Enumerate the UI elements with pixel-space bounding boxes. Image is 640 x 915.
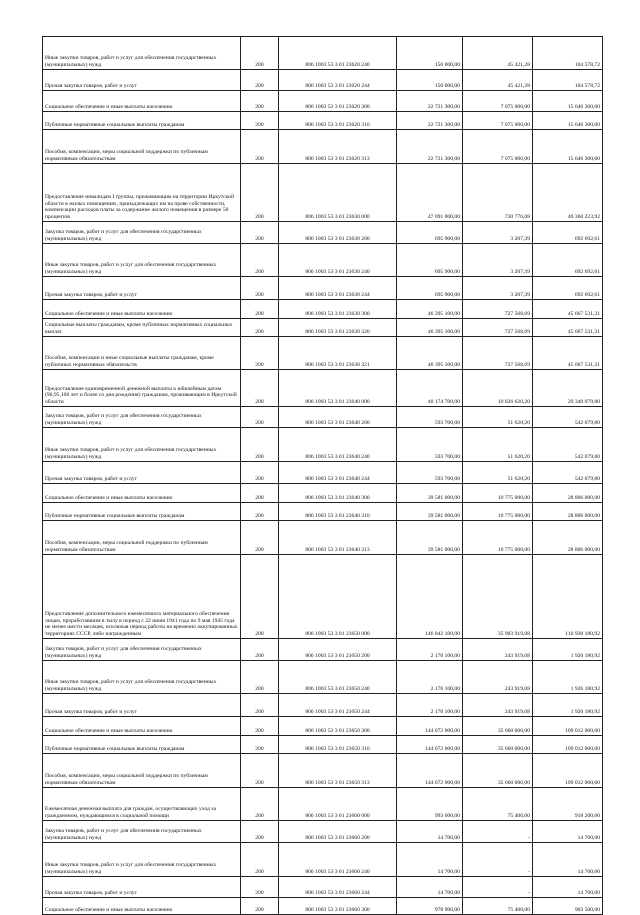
- cell-line-code: 200: [241, 639, 279, 661]
- cell-line-code: 200: [241, 521, 279, 555]
- cell-approved-amount: 22 721 300,00: [397, 91, 463, 112]
- cell-executed-amount: 10 775 000,00: [463, 503, 533, 521]
- cell-executed-amount: 75 400,00: [463, 898, 533, 915]
- cell-approved-amount: 593 700,00: [397, 462, 463, 484]
- cell-approved-amount: 22 721 300,00: [397, 112, 463, 130]
- cell-budget-code: 806 1003 53 3 01 23650 310: [279, 736, 397, 754]
- cell-line-code: 200: [241, 428, 279, 462]
- cell-budget-code: 806 1003 53 3 01 23660 240: [279, 843, 397, 877]
- cell-approved-amount: 150 000,00: [397, 70, 463, 91]
- cell-unexecuted-amount: 29 348 079,80: [533, 370, 603, 407]
- budget-execution-table: [42, 36, 603, 915]
- table-row: [43, 898, 603, 915]
- cell-budget-code: 806 1003 53 3 01 23640 000: [279, 370, 397, 407]
- table-row: [43, 319, 603, 337]
- cell-unexecuted-amount: 903 500,00: [533, 898, 603, 915]
- cell-approved-amount: 144 672 000,00: [397, 736, 463, 754]
- cell-executed-amount: -: [463, 877, 533, 898]
- cell-executed-amount: 3 207,39: [463, 277, 533, 300]
- cell-unexecuted-amount: 15 646 300,00: [533, 130, 603, 164]
- cell-name: Пособия, компенсации и иные социальные выплаты гражданам, кроме публичных нормативных обязательств: [43, 337, 241, 370]
- table-row: [43, 112, 603, 130]
- cell-approved-amount: 978 900,00: [397, 898, 463, 915]
- cell-approved-amount: 47 091 000,00: [397, 164, 463, 222]
- cell-budget-code: 806 1003 53 3 01 23650 240: [279, 661, 397, 694]
- cell-name: Предоставление инвалидам I группы, проживающим на территории Иркутской области в жилых помещениях, принадлежащих им на праве собственности, компенсации расходов платы за содержание жилого помещения в размере 50 процентов: [43, 164, 241, 222]
- table-row: [43, 407, 603, 428]
- cell-unexecuted-amount: 15 646 300,00: [533, 91, 603, 112]
- cell-name: Прочая закупка товаров, работ и услуг: [43, 462, 241, 484]
- cell-unexecuted-amount: 1 926 180,92: [533, 694, 603, 717]
- cell-unexecuted-amount: 692 692,61: [533, 244, 603, 277]
- cell-executed-amount: 7 075 000,00: [463, 91, 533, 112]
- cell-executed-amount: 45 421,28: [463, 37, 533, 70]
- cell-budget-code: 806 1003 53 3 01 23660 244: [279, 877, 397, 898]
- cell-name: Иные закупки товаров, работ и услуг для обеспечения государственных (муниципальных) нужд: [43, 37, 241, 70]
- cell-budget-code: 806 1003 53 3 01 23660 200: [279, 821, 397, 843]
- cell-line-code: 200: [241, 821, 279, 843]
- cell-name: Закупка товаров, работ и услуг для обеспечения государственных (муниципальных) нужд: [43, 639, 241, 661]
- cell-budget-code: 806 1003 53 3 01 23620 240: [279, 37, 397, 70]
- cell-line-code: 200: [241, 407, 279, 428]
- cell-approved-amount: 14 700,00: [397, 843, 463, 877]
- cell-unexecuted-amount: 109 012 000,00: [533, 754, 603, 788]
- cell-unexecuted-amount: 918 200,00: [533, 788, 603, 821]
- cell-name: Пособия, компенсации, меры социальной поддержки по публичным нормативным обязательствам: [43, 521, 241, 555]
- cell-unexecuted-amount: 542 079,80: [533, 407, 603, 428]
- cell-approved-amount: 39 581 000,00: [397, 503, 463, 521]
- cell-executed-amount: 10 775 000,00: [463, 521, 533, 555]
- cell-name: Иные закупки товаров, работ и услуг для обеспечения государственных (муниципальных) нужд: [43, 428, 241, 462]
- cell-unexecuted-amount: 45 667 531,31: [533, 319, 603, 337]
- cell-approved-amount: 14 700,00: [397, 877, 463, 898]
- cell-budget-code: 806 1003 53 3 01 23640 240: [279, 428, 397, 462]
- cell-executed-amount: 3 207,39: [463, 244, 533, 277]
- cell-unexecuted-amount: 110 938 180,92: [533, 555, 603, 639]
- cell-name: Социальное обеспечение и иные выплаты населению: [43, 484, 241, 503]
- cell-approved-amount: 593 700,00: [397, 428, 463, 462]
- cell-executed-amount: 243 919,08: [463, 694, 533, 717]
- cell-unexecuted-amount: 28 806 000,00: [533, 484, 603, 503]
- cell-executed-amount: 243 919,08: [463, 639, 533, 661]
- cell-budget-code: 806 1003 53 3 01 23620 313: [279, 130, 397, 164]
- cell-approved-amount: 146 842 100,00: [397, 555, 463, 639]
- cell-executed-amount: -: [463, 821, 533, 843]
- cell-approved-amount: 695 900,00: [397, 277, 463, 300]
- cell-line-code: 200: [241, 277, 279, 300]
- cell-executed-amount: 35 903 919,08: [463, 555, 533, 639]
- cell-executed-amount: 243 919,08: [463, 661, 533, 694]
- cell-budget-code: 806 1003 53 3 01 23650 200: [279, 639, 397, 661]
- cell-executed-amount: 10 775 000,00: [463, 484, 533, 503]
- cell-unexecuted-amount: 46 360 223,92: [533, 164, 603, 222]
- cell-executed-amount: 75 400,00: [463, 788, 533, 821]
- cell-line-code: 200: [241, 877, 279, 898]
- cell-line-code: 200: [241, 164, 279, 222]
- cell-approved-amount: 22 721 300,00: [397, 130, 463, 164]
- table-row: [43, 788, 603, 821]
- table-row: [43, 661, 603, 694]
- cell-unexecuted-amount: 109 012 000,00: [533, 736, 603, 754]
- cell-approved-amount: 695 900,00: [397, 222, 463, 244]
- cell-line-code: 200: [241, 337, 279, 370]
- table-row: [43, 639, 603, 661]
- cell-unexecuted-amount: 14 700,00: [533, 821, 603, 843]
- cell-executed-amount: 730 776,08: [463, 164, 533, 222]
- cell-unexecuted-amount: 692 692,61: [533, 222, 603, 244]
- cell-executed-amount: 727 568,69: [463, 319, 533, 337]
- cell-line-code: 200: [241, 70, 279, 91]
- cell-name: Закупка товаров, работ и услуг для обеспечения государственных (муниципальных) нужд: [43, 222, 241, 244]
- table-row: [43, 877, 603, 898]
- cell-approved-amount: 695 900,00: [397, 244, 463, 277]
- cell-name: Социальное обеспечение и иные выплаты населению: [43, 717, 241, 736]
- table-row: [43, 277, 603, 300]
- cell-line-code: 200: [241, 555, 279, 639]
- cell-line-code: 200: [241, 898, 279, 915]
- table-row: [43, 736, 603, 754]
- cell-unexecuted-amount: 109 012 000,00: [533, 717, 603, 736]
- cell-line-code: 200: [241, 484, 279, 503]
- cell-executed-amount: 51 620,20: [463, 407, 533, 428]
- cell-executed-amount: 35 660 000,00: [463, 717, 533, 736]
- cell-budget-code: 806 1003 53 3 01 23630 300: [279, 300, 397, 319]
- cell-unexecuted-amount: 14 700,00: [533, 877, 603, 898]
- cell-name: Прочая закупка товаров, работ и услуг: [43, 70, 241, 91]
- cell-line-code: 200: [241, 661, 279, 694]
- table-row: [43, 484, 603, 503]
- cell-line-code: 200: [241, 843, 279, 877]
- cell-approved-amount: 39 581 000,00: [397, 484, 463, 503]
- cell-approved-amount: 46 395 100,00: [397, 300, 463, 319]
- cell-executed-amount: 3 207,39: [463, 222, 533, 244]
- cell-unexecuted-amount: 542 079,80: [533, 462, 603, 484]
- cell-executed-amount: 51 620,20: [463, 462, 533, 484]
- table-row: [43, 754, 603, 788]
- cell-approved-amount: 14 700,00: [397, 821, 463, 843]
- cell-line-code: 200: [241, 319, 279, 337]
- table-body: [43, 37, 603, 915]
- cell-name: Прочая закупка товаров, работ и услуг: [43, 694, 241, 717]
- table-row: [43, 428, 603, 462]
- cell-budget-code: 806 1003 53 3 01 23640 310: [279, 503, 397, 521]
- cell-budget-code: 806 1003 53 3 01 23620 300: [279, 91, 397, 112]
- cell-name: Социальное обеспечение и иные выплаты населению: [43, 300, 241, 319]
- cell-line-code: 200: [241, 91, 279, 112]
- cell-budget-code: 806 1003 53 3 01 23650 244: [279, 694, 397, 717]
- cell-budget-code: 806 1003 53 3 01 23660 300: [279, 898, 397, 915]
- cell-name: Пособия, компенсации, меры социальной поддержки по публичным нормативным обязательствам: [43, 754, 241, 788]
- cell-name: Социальное обеспечение и иные выплаты населению: [43, 91, 241, 112]
- cell-approved-amount: 993 600,00: [397, 788, 463, 821]
- cell-budget-code: 806 1003 53 3 01 23660 000: [279, 788, 397, 821]
- cell-budget-code: 806 1003 53 3 01 23650 300: [279, 717, 397, 736]
- cell-unexecuted-amount: 14 700,00: [533, 843, 603, 877]
- cell-budget-code: 806 1003 53 3 01 23650 000: [279, 555, 397, 639]
- cell-approved-amount: 144 672 000,00: [397, 717, 463, 736]
- cell-unexecuted-amount: 45 667 531,31: [533, 337, 603, 370]
- cell-line-code: 200: [241, 37, 279, 70]
- cell-approved-amount: 39 581 000,00: [397, 521, 463, 555]
- cell-budget-code: 806 1003 53 3 01 23630 200: [279, 222, 397, 244]
- cell-executed-amount: -: [463, 843, 533, 877]
- cell-name: Прочая закупка товаров, работ и услуг: [43, 277, 241, 300]
- cell-name: Закупка товаров, работ и услуг для обеспечения государственных (муниципальных) нужд: [43, 821, 241, 843]
- cell-line-code: 200: [241, 694, 279, 717]
- cell-approved-amount: 593 700,00: [397, 407, 463, 428]
- cell-budget-code: 806 1003 53 3 01 23640 244: [279, 462, 397, 484]
- cell-budget-code: 806 1003 53 3 01 23620 244: [279, 70, 397, 91]
- cell-budget-code: 806 1003 53 3 01 23640 300: [279, 484, 397, 503]
- table-row: [43, 37, 603, 70]
- table-row: [43, 462, 603, 484]
- cell-unexecuted-amount: 542 079,80: [533, 428, 603, 462]
- cell-approved-amount: 150 000,00: [397, 37, 463, 70]
- table-row: [43, 843, 603, 877]
- cell-approved-amount: 2 170 100,00: [397, 661, 463, 694]
- cell-unexecuted-amount: 692 692,61: [533, 277, 603, 300]
- cell-executed-amount: 51 620,20: [463, 428, 533, 462]
- cell-budget-code: 806 1003 53 3 01 23630 000: [279, 164, 397, 222]
- cell-budget-code: 806 1003 53 3 01 23620 310: [279, 112, 397, 130]
- cell-name: Закупка товаров, работ и услуг для обеспечения государственных (муниципальных) нужд: [43, 407, 241, 428]
- table-row: [43, 717, 603, 736]
- table-row: [43, 555, 603, 639]
- cell-unexecuted-amount: 104 578,72: [533, 37, 603, 70]
- cell-budget-code: 806 1003 53 3 01 23650 313: [279, 754, 397, 788]
- cell-approved-amount: 46 395 100,00: [397, 319, 463, 337]
- cell-name: Пособия, компенсации, меры социальной поддержки по публичным нормативным обязательствам: [43, 130, 241, 164]
- cell-unexecuted-amount: 1 926 180,92: [533, 661, 603, 694]
- table-row: [43, 503, 603, 521]
- cell-unexecuted-amount: 45 667 531,31: [533, 300, 603, 319]
- table-row: [43, 300, 603, 319]
- cell-line-code: 200: [241, 112, 279, 130]
- cell-name: Предоставление дополнительного ежемесячного материального обеспечения лицам, проработавшим в тылу в период с 22 июня 1941 года по 9 мая 1945 года не менее шести месяцев, исключая период работы на временно оккупированных территориях СССР, либо награжденным: [43, 555, 241, 639]
- cell-name: Предоставление единовременной денежной выплаты к юбилейным датам (90,95,100 лет и более со дня рождения) гражданам, проживающим в Иркутской области: [43, 370, 241, 407]
- cell-line-code: 200: [241, 462, 279, 484]
- table-row: [43, 821, 603, 843]
- cell-name: Прочая закупка товаров, работ и услуг: [43, 877, 241, 898]
- cell-unexecuted-amount: 15 646 300,00: [533, 112, 603, 130]
- cell-name: Иные закупки товаров, работ и услуг для обеспечения государственных (муниципальных) нужд: [43, 244, 241, 277]
- cell-line-code: 200: [241, 503, 279, 521]
- cell-executed-amount: 727 568,69: [463, 300, 533, 319]
- cell-executed-amount: 7 075 000,00: [463, 112, 533, 130]
- cell-executed-amount: 45 421,28: [463, 70, 533, 91]
- cell-name: Иные закупки товаров, работ и услуг для обеспечения государственных (муниципальных) нужд: [43, 661, 241, 694]
- cell-line-code: 200: [241, 736, 279, 754]
- cell-name: Публичные нормативные социальные выплаты гражданам: [43, 112, 241, 130]
- cell-approved-amount: 2 170 100,00: [397, 639, 463, 661]
- cell-executed-amount: 35 660 000,00: [463, 754, 533, 788]
- cell-unexecuted-amount: 104 578,72: [533, 70, 603, 91]
- cell-line-code: 200: [241, 130, 279, 164]
- table-row: [43, 370, 603, 407]
- cell-budget-code: 806 1003 53 3 01 23640 200: [279, 407, 397, 428]
- table-row: [43, 91, 603, 112]
- table-row: [43, 222, 603, 244]
- cell-name: Социальные выплаты гражданам, кроме публичных нормативных социальных выплат: [43, 319, 241, 337]
- cell-budget-code: 806 1003 53 3 01 23630 244: [279, 277, 397, 300]
- cell-line-code: 200: [241, 788, 279, 821]
- cell-line-code: 200: [241, 300, 279, 319]
- cell-line-code: 200: [241, 754, 279, 788]
- cell-name: Публичные нормативные социальные выплаты гражданам: [43, 503, 241, 521]
- cell-executed-amount: 10 826 620,20: [463, 370, 533, 407]
- cell-unexecuted-amount: 1 926 180,92: [533, 639, 603, 661]
- cell-executed-amount: 7 075 000,00: [463, 130, 533, 164]
- cell-approved-amount: 46 395 100,00: [397, 337, 463, 370]
- cell-budget-code: 806 1003 53 3 01 23640 313: [279, 521, 397, 555]
- table-row: [43, 521, 603, 555]
- cell-approved-amount: 2 170 100,00: [397, 694, 463, 717]
- cell-name: Публичные нормативные социальные выплаты гражданам: [43, 736, 241, 754]
- cell-executed-amount: 35 660 000,00: [463, 736, 533, 754]
- cell-budget-code: 806 1003 53 3 01 23630 320: [279, 319, 397, 337]
- table-row: [43, 130, 603, 164]
- table-row: [43, 694, 603, 717]
- cell-line-code: 200: [241, 717, 279, 736]
- table-row: [43, 337, 603, 370]
- cell-approved-amount: 40 174 700,00: [397, 370, 463, 407]
- cell-line-code: 200: [241, 244, 279, 277]
- cell-line-code: 200: [241, 222, 279, 244]
- cell-name: Иные закупки товаров, работ и услуг для обеспечения государственных (муниципальных) нужд: [43, 843, 241, 877]
- table-row: [43, 164, 603, 222]
- cell-unexecuted-amount: 28 806 000,00: [533, 503, 603, 521]
- table-row: [43, 244, 603, 277]
- cell-executed-amount: 727 568,69: [463, 337, 533, 370]
- table-row: [43, 70, 603, 91]
- cell-budget-code: 806 1003 53 3 01 23630 240: [279, 244, 397, 277]
- cell-name: Социальное обеспечение и иные выплаты населению: [43, 898, 241, 915]
- cell-approved-amount: 144 672 000,00: [397, 754, 463, 788]
- cell-name: Ежемесячная денежная выплата для граждан, осуществляющих уход за гражданином, нуждающимся в социальной помощи: [43, 788, 241, 821]
- cell-unexecuted-amount: 28 806 000,00: [533, 521, 603, 555]
- cell-budget-code: 806 1003 53 3 01 23630 321: [279, 337, 397, 370]
- cell-line-code: 200: [241, 370, 279, 407]
